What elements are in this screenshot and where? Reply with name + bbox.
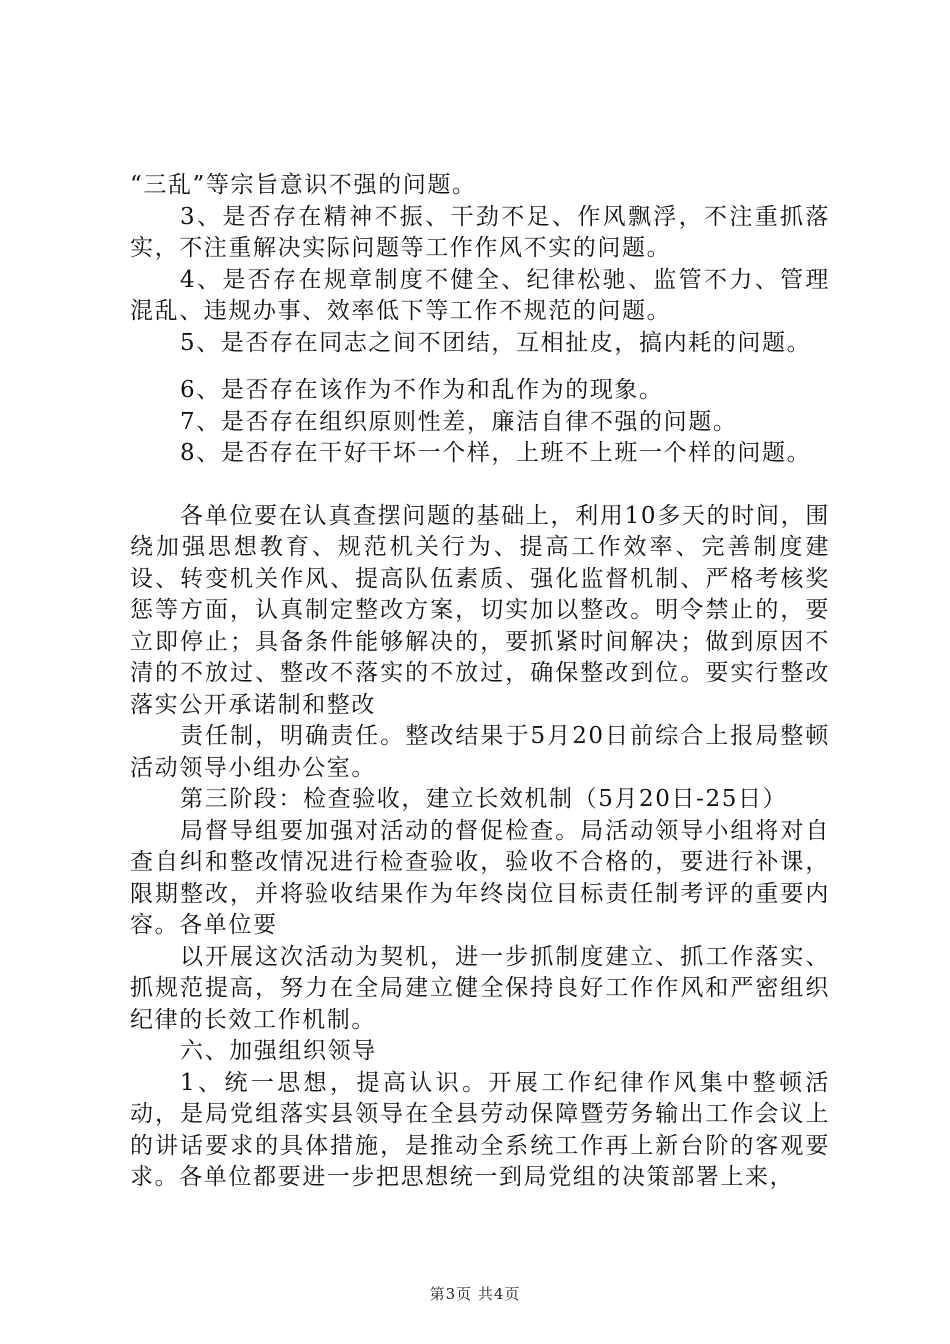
paragraph: 1、统一思想，提高认识。开展工作纪律作风集中整顿活动，是局党组落实县领导在全县劳动保障暨劳务输出工作会议上的讲话要求的具体措施，是推动全系统工作再上新台阶的客观要求。各单位都要进一步把思想统一到局党组的决策部署上来， [130,1069,830,1190]
paragraph: 各单位要在认真查摆问题的基础上，利用10多天的时间，围绕加强思想教育、规范机关行为、提高工作效率、完善制度建设、转变机关作风、提高队伍素质、强化监督机制、严格考核奖惩等方面，认真制定整改方案，切实加以整改。明令禁止的，要立即停止；具备条件能够解决的，要抓紧时间解决；做到原因不清的不放过、整改不落实的不放过，确保整改到位。要实行整改落实公开承诺制和整改 [130,502,830,718]
paragraph-spacer [130,359,830,375]
page-footer: 第3页 共4页 [429,1285,521,1303]
paragraph: 以开展这次活动为契机，进一步抓制度建立、抓工作落实、抓规范提高，努力在全局建立健全保持良好工作作风和严密组织纪律的长效工作机制。 [130,943,830,1033]
paragraph: “三乱”等宗旨意识不强的问题。 [130,172,477,198]
paragraph: 责任制，明确责任。整改结果于5月20日前综合上报局整顿活动领导小组办公室。 [130,723,830,781]
paragraph: 4、是否存在规章制度不健全、纪律松驰、监管不力、管理混乱、违规办事、效率低下等工作不规范的问题。 [130,266,830,324]
paragraph: 6、是否存在该作为不作为和乱作为的现象。 [180,377,664,403]
section-heading: 六、加强组织领导 [180,1038,377,1064]
paragraph: 5、是否存在同志之间不团结，互相扯皮，搞内耗的问题。 [180,329,812,356]
section-heading: 第三阶段：检查验收，建立长效机制（5月20日-25日） [180,786,788,812]
paragraph: 7、是否存在组织原则性差，廉洁自律不强的问题。 [180,408,738,435]
document-body [130,170,830,1194]
paragraph: 局督导组要加强对活动的督促检查。局活动领导小组将对自查自纠和整改情况进行检查验收，验收不合格的，要进行补课，限期整改，并将验收结果作为年终岗位目标责任制考评的重要内容。各单位要 [130,817,830,938]
paragraph-spacer [130,470,830,501]
paragraph: 8、是否存在干好干坏一个样，上班不上班一个样的问题。 [180,440,812,466]
paragraph: 3、是否存在精神不振、干劲不足、作风飘浮，不注重抓落实，不注重解决实际问题等工作作风不实的问题。 [130,203,830,261]
